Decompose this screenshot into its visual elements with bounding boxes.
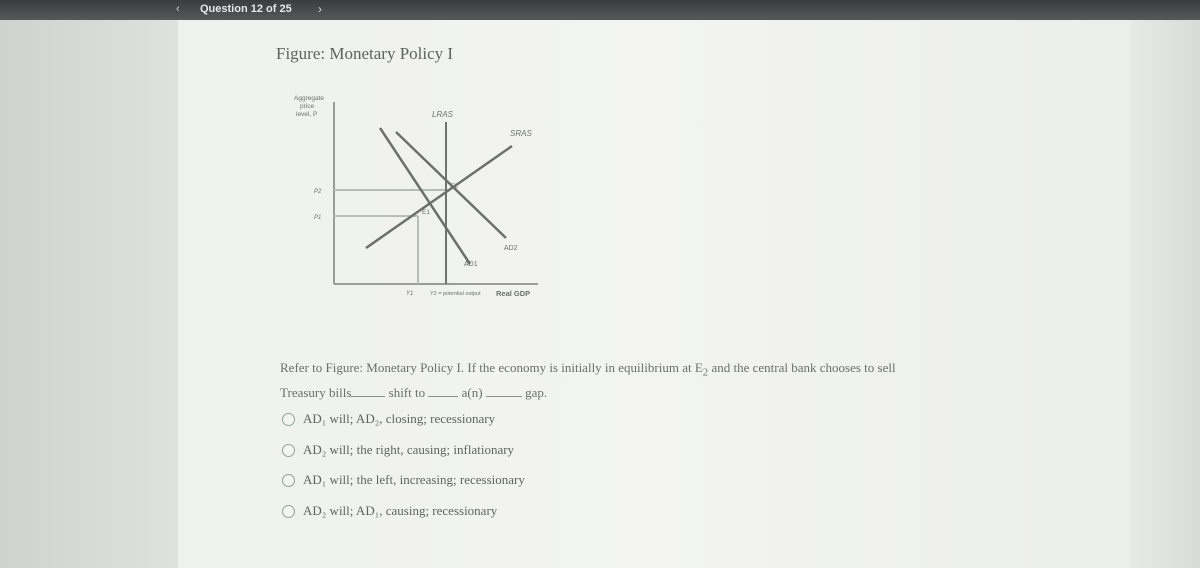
x-tick-y2: Y2 = potential output <box>430 291 481 297</box>
sras-label: SRAS <box>510 129 532 138</box>
answer-option-2[interactable] <box>282 441 514 459</box>
question-text <box>280 358 1080 403</box>
e2-label: E2 <box>450 183 458 190</box>
question-text-part6: gap. <box>521 384 548 400</box>
answer-option-1[interactable] <box>282 410 495 428</box>
figure-title: Figure: Monetary Policy I <box>276 44 454 63</box>
left-margin <box>0 0 178 568</box>
question-subscript: 2 <box>702 366 709 379</box>
radio-button-icon[interactable] <box>282 474 295 487</box>
monetary-policy-diagram <box>270 88 570 328</box>
radio-button-icon[interactable] <box>282 444 295 457</box>
x-axis-label: Real GDP <box>496 289 531 298</box>
answer-blank-2 <box>428 385 458 397</box>
radio-button-icon[interactable] <box>282 505 295 518</box>
y-axis-label-line1: Aggregate <box>294 95 324 102</box>
y-axis-label-line2: price <box>300 103 315 110</box>
y-tick-p2: P2 <box>314 189 322 195</box>
question-text-part3: Treasury bills <box>280 384 352 400</box>
x-tick-y1: Y1 <box>406 291 414 297</box>
sras-curve <box>366 146 512 248</box>
question-text-part4: shift to <box>385 384 429 400</box>
answer-option-3[interactable] <box>282 471 525 489</box>
answer-blank-1 <box>351 385 385 397</box>
radio-button-icon[interactable] <box>282 413 295 426</box>
ad1-curve <box>380 128 470 264</box>
question-counter: Question 12 of 25 <box>200 3 292 15</box>
right-margin <box>1130 0 1200 568</box>
lras-label: LRAS <box>432 110 453 119</box>
ad2-label: AD2 <box>504 245 518 252</box>
option-label: AD₁ will; AD₂, closing; recessionary <box>303 411 496 426</box>
question-text-part5: a(n) <box>458 384 486 400</box>
y-tick-p1: P1 <box>314 215 322 221</box>
option-label: AD₂ will; the right, causing; inflationary <box>303 442 515 457</box>
e1-label: E1 <box>422 209 430 216</box>
ad1-label: AD1 <box>464 261 478 268</box>
option-label: AD₂ will; AD₁, causing; recessionary <box>303 503 498 518</box>
answer-option-4[interactable] <box>282 502 497 520</box>
previous-question-icon[interactable]: ‹ <box>176 3 180 15</box>
answer-blank-3 <box>486 385 522 397</box>
question-text-part2: and the central bank chooses to sell <box>708 360 896 375</box>
question-navigation-bar <box>0 0 1200 20</box>
option-label: AD₁ will; the left, increasing; recessionary <box>303 472 525 487</box>
question-text-part1: Refer to Figure: Monetary Policy I. If the economy is initially in equilibrium at E <box>280 360 703 375</box>
next-question-icon[interactable]: › <box>318 2 322 16</box>
y-axis-label-line3: level, P <box>296 111 318 118</box>
